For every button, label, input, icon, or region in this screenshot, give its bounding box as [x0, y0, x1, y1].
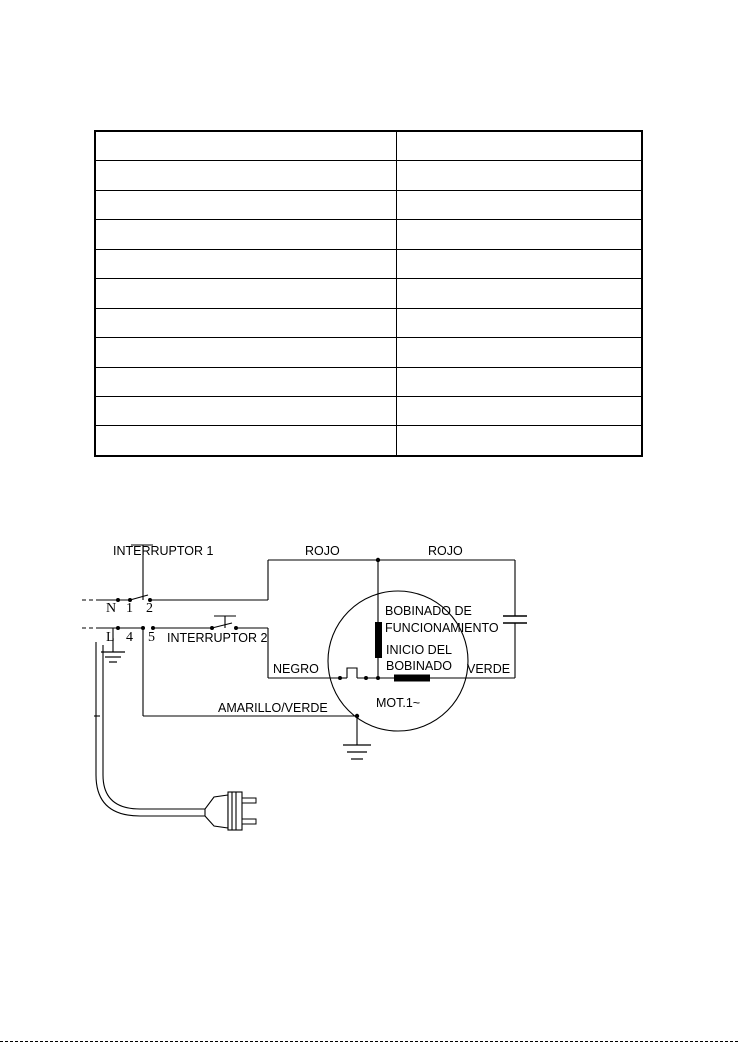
- red-wire-right-label: ROJO: [428, 544, 463, 558]
- table-cell: [397, 131, 643, 161]
- wiring-diagram: [0, 530, 738, 840]
- table-cell: [95, 249, 397, 278]
- table-row: [95, 308, 642, 337]
- table-cell: [95, 190, 397, 219]
- table-cell: [95, 220, 397, 249]
- ground-wire: [143, 628, 359, 745]
- table-cell: [397, 308, 643, 337]
- table-row: [95, 396, 642, 425]
- motor-label: MOT.1~: [376, 696, 421, 710]
- switch-1-label: INTERRUPTOR 1: [113, 544, 214, 558]
- table-row: [95, 131, 642, 161]
- ground-wire-label: AMARILLO/VERDE: [218, 701, 328, 715]
- start-winding-label-line1: INICIO DEL: [386, 643, 452, 657]
- table-cell: [95, 161, 397, 190]
- start-winding-label-line2: BOBINADO: [386, 659, 452, 673]
- table-cell: [397, 220, 643, 249]
- terminal-2-label: 2: [146, 601, 153, 616]
- table-row: [95, 249, 642, 278]
- table-row: [95, 426, 642, 456]
- start-winding: [394, 675, 430, 682]
- terminal-5-label: 5: [148, 630, 155, 645]
- terminal-n-label: N: [106, 601, 117, 616]
- page-bottom-rule: [0, 1041, 738, 1042]
- table-row: [95, 279, 642, 308]
- switch-2-label: INTERRUPTOR 2: [167, 631, 268, 645]
- run-winding-label-line1: BOBINADO DE: [385, 604, 472, 618]
- table-cell: [397, 426, 643, 456]
- table-cell: [397, 396, 643, 425]
- green-wire-label: VERDE: [467, 662, 511, 676]
- capacitor: [503, 560, 527, 678]
- run-winding: [375, 622, 382, 658]
- table-cell: [397, 161, 643, 190]
- table-cell: [95, 338, 397, 367]
- table-row: [95, 190, 642, 219]
- plug-icon: [205, 792, 256, 830]
- table-cell: [95, 367, 397, 396]
- table-row: [95, 338, 642, 367]
- terminal-4-label: 4: [126, 630, 133, 645]
- table-cell: [397, 279, 643, 308]
- table-cell: [397, 249, 643, 278]
- terminal-l-label: L: [106, 630, 115, 645]
- red-wire-left-label: ROJO: [305, 544, 340, 558]
- table-cell: [95, 131, 397, 161]
- table-cell: [95, 279, 397, 308]
- table-cell: [397, 190, 643, 219]
- terminal-row-l: [82, 623, 268, 630]
- table-row: [95, 367, 642, 396]
- table-cell: [397, 367, 643, 396]
- ground-icon: [343, 745, 371, 759]
- spec-table-body: [95, 131, 642, 456]
- spec-table: [94, 130, 643, 457]
- table-cell: [95, 308, 397, 337]
- table-cell: [95, 396, 397, 425]
- table-cell: [95, 426, 397, 456]
- power-cable: [94, 642, 205, 816]
- table-cell: [397, 338, 643, 367]
- black-wire-label: NEGRO: [273, 662, 319, 676]
- table-row: [95, 161, 642, 190]
- terminal-1-label: 1: [126, 601, 133, 616]
- table-row: [95, 220, 642, 249]
- run-winding-label-line2: FUNCIONAMIENTO: [385, 621, 499, 635]
